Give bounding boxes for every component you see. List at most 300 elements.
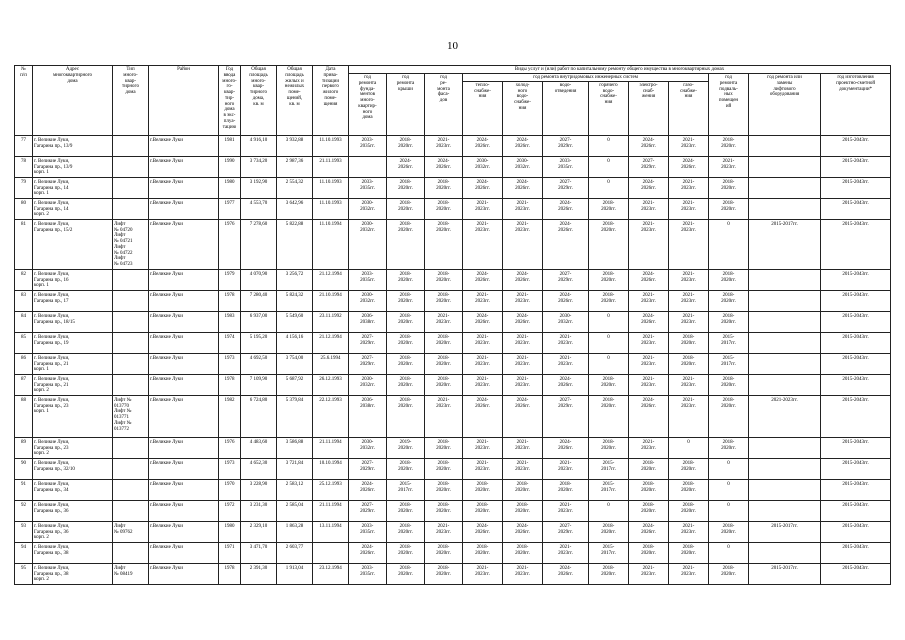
cell-district: г.Великие Луки [149, 219, 219, 269]
cell-total-area: 4 070,90 [241, 269, 277, 290]
cell-address: г. Великие Луки, Гагарина пр., 13/9 [33, 135, 113, 156]
cell-electricity: 2024- 2026гг. [629, 177, 669, 198]
cell-design-docs: 2015-2043гг. [821, 395, 891, 437]
cell-privatization: 26.12.1993 [313, 374, 349, 395]
table-row [15, 332, 891, 353]
cell-facade: 2021- 2023гг. [425, 135, 463, 156]
cell-hot-water: 2018- 2020гг. [589, 563, 629, 584]
cell-roof: 2018- 2020гг. [387, 290, 425, 311]
cell-heat: 2021- 2023гг. [463, 219, 503, 269]
cell-district: г.Великие Луки [149, 521, 219, 542]
cell-residential-area: 4 156,16 [277, 332, 313, 353]
cell-privatization: 13.11.1994 [313, 521, 349, 542]
cell-roof: 2018- 2020гг. [387, 269, 425, 290]
cell-roof: 2018- 2020гг. [387, 542, 425, 563]
cell-heat: 2021- 2023гг. [463, 458, 503, 479]
cell-sewerage: 2030- 2032гг. [543, 311, 589, 332]
cell-design-docs: 2015-2043гг. [821, 521, 891, 542]
table-row [15, 177, 891, 198]
table-row [15, 290, 891, 311]
cell-design-docs: 2015-2043гг. [821, 332, 891, 353]
cell-year: 1980 [219, 177, 241, 198]
cell-year: 1979 [219, 269, 241, 290]
cell-gas: 2021- 2023гг. [669, 269, 709, 290]
cell-type: Лифт № 04720 Лифт № 04721 Лифт № 04722 Лифт № 04723 [113, 219, 149, 269]
cell-heat: 2030- 2032гг. [463, 156, 503, 177]
cell-residential-area: 3 754,00 [277, 353, 313, 374]
cell-total-area: 3 228,90 [241, 479, 277, 500]
cell-foundation: 2033- 2035гг. [349, 269, 387, 290]
cell-privatization: 21.11.1993 [313, 156, 349, 177]
header-district: Район [149, 66, 219, 136]
table-row [15, 219, 891, 269]
cell-facade: 2018- 2020гг. [425, 353, 463, 374]
cell-design-docs: 2015-2043гг. [821, 374, 891, 395]
cell-electricity: 2018- 2020гг. [629, 542, 669, 563]
cell-facade: 2018- 2020гг. [425, 177, 463, 198]
cell-facade: 2018- 2020гг. [425, 332, 463, 353]
cell-sewerage: 2024- 2026гг. [543, 219, 589, 269]
cell-type [113, 479, 149, 500]
cell-foundation: 2030- 2032гг. [349, 374, 387, 395]
cell-sewerage: 2021- 2023гг. [543, 353, 589, 374]
cell-elevator [749, 135, 821, 156]
header-elevator: год ремонта или замены лифтового оборудования [749, 74, 821, 136]
cell-gas: 2021- 2023гг. [669, 177, 709, 198]
cell-type [113, 332, 149, 353]
cell-design-docs: 2015-2043гг. [821, 156, 891, 177]
cell-facade: 2018- 2020гг. [425, 500, 463, 521]
cell-roof: 2018- 2020гг. [387, 198, 425, 219]
cell-address: г. Великие Луки, Гагарина пр., 36 корп. 2 [33, 521, 113, 542]
cell-total-area: 3 471,70 [241, 542, 277, 563]
cell-type [113, 290, 149, 311]
cell-sewerage: 2027- 2029гг. [543, 521, 589, 542]
cell-address: г. Великие Луки, Гагарина пр., 36 [33, 500, 113, 521]
cell-elevator: 2015-2017гг. [749, 521, 821, 542]
cell-type: Лифт № 09762 [113, 521, 149, 542]
table-body [15, 135, 891, 584]
cell-cold-water: 2030- 2032гг. [503, 156, 543, 177]
cell-electricity: 2021- 2023гг. [629, 374, 669, 395]
cell-heat: 2018- 2020гг. [463, 479, 503, 500]
cell-district: г.Великие Луки [149, 156, 219, 177]
cell-foundation: 2024- 2026гг. [349, 542, 387, 563]
cell-roof: 2015- 2017гг. [387, 479, 425, 500]
cell-gas: 2018- 2020гг. [669, 353, 709, 374]
cell-no: 90 [15, 458, 33, 479]
cell-design-docs: 2015-2043гг. [821, 135, 891, 156]
cell-electricity: 2021- 2023гг. [629, 290, 669, 311]
cell-hot-water: 2018- 2020гг. [589, 437, 629, 458]
cell-year: 1971 [219, 542, 241, 563]
cell-no: 95 [15, 563, 33, 584]
cell-no: 77 [15, 135, 33, 156]
header-residential-area: Общая площадь жилых и нежилых поме- щений, кв. м [277, 66, 313, 136]
header-address: Адрес многоквартирного дома [33, 66, 113, 136]
cell-no: 94 [15, 542, 33, 563]
cell-elevator [749, 290, 821, 311]
cell-district: г.Великие Луки [149, 332, 219, 353]
cell-heat: 2021- 2023гг. [463, 290, 503, 311]
cell-sewerage: 2024- 2026гг. [543, 198, 589, 219]
cell-total-area: 3 192,90 [241, 177, 277, 198]
cell-basement: 2018- 2020гг. [709, 311, 749, 332]
header-no: № п/п [15, 66, 33, 136]
cell-foundation: 2033- 2035гг. [349, 135, 387, 156]
cell-sewerage: 2021- 2023гг. [543, 332, 589, 353]
cell-hot-water: 2018- 2020гг. [589, 395, 629, 437]
cell-cold-water: 2024- 2026гг. [503, 177, 543, 198]
cell-electricity: 2018- 2020гг. [629, 500, 669, 521]
header-facade: год ре- монта фаса- дов [425, 74, 463, 136]
table-row [15, 437, 891, 458]
cell-foundation: 2027- 2029гг. [349, 353, 387, 374]
cell-cold-water: 2021- 2023гг. [503, 437, 543, 458]
cell-address: г. Великие Луки, Гагарина пр., 13/9 корп. 1 [33, 156, 113, 177]
table-row [15, 563, 891, 584]
cell-heat: 2024- 2026гг. [463, 177, 503, 198]
cell-roof: 2018- 2020гг. [387, 458, 425, 479]
cell-heat: 2024- 2026гг. [463, 311, 503, 332]
cell-year: 1970 [219, 479, 241, 500]
cell-no: 80 [15, 198, 33, 219]
cell-year: 1973 [219, 353, 241, 374]
header-year: Год ввода много- го- квар- тир- ного дома в экс- плуа- тацию [219, 66, 241, 136]
cell-sewerage: 2021- 2023гг. [543, 500, 589, 521]
cell-address: г. Великие Луки, Гагарина пр., 23 корп. 1 [33, 395, 113, 437]
header-privatization: Дата прива- тизации первого жилого поме- щения [313, 66, 349, 136]
cell-no: 88 [15, 395, 33, 437]
cell-no: 87 [15, 374, 33, 395]
cell-basement: 0 [709, 458, 749, 479]
cell-total-area: 4 916,10 [241, 135, 277, 156]
cell-heat: 2021- 2023гг. [463, 563, 503, 584]
cell-sewerage: 2027- 2029гг. [543, 269, 589, 290]
cell-facade: 2021- 2023гг. [425, 311, 463, 332]
cell-basement: 0 [709, 500, 749, 521]
cell-district: г.Великие Луки [149, 500, 219, 521]
cell-gas: 2021- 2023гг. [669, 395, 709, 437]
cell-district: г.Великие Луки [149, 563, 219, 584]
cell-no: 84 [15, 311, 33, 332]
cell-residential-area: 1 913,04 [277, 563, 313, 584]
cell-district: г.Великие Луки [149, 353, 219, 374]
header-foundation: год ремонта фунда- ментов много- квартир- ного дома [349, 74, 387, 136]
cell-type [113, 437, 149, 458]
cell-facade: 2018- 2020гг. [425, 437, 463, 458]
cell-gas: 2018- 2020гг. [669, 479, 709, 500]
cell-elevator: 2015-2017гг. [749, 219, 821, 269]
cell-year: 1977 [219, 198, 241, 219]
cell-cold-water: 2021- 2023гг. [503, 198, 543, 219]
cell-roof: 2018- 2020гг. [387, 500, 425, 521]
cell-hot-water: 2018- 2020гг. [589, 269, 629, 290]
cell-year: 1976 [219, 437, 241, 458]
cell-roof: 2018- 2020гг. [387, 353, 425, 374]
header-roof: год ремонта крыши [387, 74, 425, 136]
cell-no: 92 [15, 500, 33, 521]
cell-heat: 2018- 2020гг. [463, 542, 503, 563]
cell-basement: 2018- 2020гг. [709, 269, 749, 290]
cell-year: 1978 [219, 290, 241, 311]
cell-roof: 2018- 2020гг. [387, 177, 425, 198]
cell-cold-water: 2021- 2023гг. [503, 563, 543, 584]
cell-address: г. Великие Луки, Гагарина пр., 23 корп. 2 [33, 437, 113, 458]
cell-cold-water: 2018- 2020гг. [503, 479, 543, 500]
cell-year: 1982 [219, 395, 241, 437]
cell-residential-area: 5 687,92 [277, 374, 313, 395]
cell-residential-area: 2 554,32 [277, 177, 313, 198]
cell-elevator [749, 332, 821, 353]
table-row [15, 198, 891, 219]
header-systems-group: год ремонта внутридомовых инженерных систем [463, 74, 709, 82]
cell-roof: 2018- 2020гг. [387, 395, 425, 437]
cell-electricity: 2021- 2023гг. [629, 353, 669, 374]
cell-cold-water: 2021- 2023гг. [503, 458, 543, 479]
cell-design-docs: 2015-2043гг. [821, 542, 891, 563]
cell-foundation: 2030- 2032гг. [349, 290, 387, 311]
cell-total-area: 6 937,00 [241, 311, 277, 332]
cell-district: г.Великие Луки [149, 269, 219, 290]
cell-sewerage: 2024- 2026гг. [543, 374, 589, 395]
cell-roof: 2018- 2020гг. [387, 521, 425, 542]
cell-gas: 0 [669, 437, 709, 458]
cell-sewerage: 2027- 2029гг. [543, 177, 589, 198]
cell-foundation: 2036- 2038гг. [349, 311, 387, 332]
cell-elevator [749, 458, 821, 479]
cell-no: 85 [15, 332, 33, 353]
cell-total-area: 3 734,20 [241, 156, 277, 177]
cell-type [113, 177, 149, 198]
cell-gas: 2018- 2020гг. [669, 458, 709, 479]
cell-design-docs: 2015-2043гг. [821, 479, 891, 500]
cell-design-docs: 2015-2043гг. [821, 458, 891, 479]
cell-basement: 2018- 2020гг. [709, 395, 749, 437]
cell-facade: 2021- 2023гг. [425, 395, 463, 437]
cell-design-docs: 2015-2043гг. [821, 437, 891, 458]
cell-foundation: 2036- 2038гг. [349, 395, 387, 437]
cell-hot-water: 0 [589, 177, 629, 198]
page-number: 10 [447, 40, 458, 52]
cell-total-area: 7 278,60 [241, 219, 277, 269]
cell-year: 1980 [219, 521, 241, 542]
cell-address: г. Великие Луки, Гагарина пр., 14 корп. 1 [33, 177, 113, 198]
cell-heat: 2018- 2020гг. [463, 500, 503, 521]
cell-address: г. Великие Луки, Гагарина пр., 21 корп. 1 [33, 353, 113, 374]
cell-design-docs: 2015-2043гг. [821, 219, 891, 269]
cell-privatization: 11.10.1993 [313, 198, 349, 219]
cell-roof: 2018- 2020гг. [387, 563, 425, 584]
cell-hot-water: 0 [589, 500, 629, 521]
cell-residential-area: 5 379,84 [277, 395, 313, 437]
cell-basement: 2018- 2020гг. [709, 374, 749, 395]
cell-type: Лифт № 08419 [113, 563, 149, 584]
cell-total-area: 6 724,80 [241, 395, 277, 437]
cell-elevator [749, 156, 821, 177]
cell-heat: 2021- 2023гг. [463, 437, 503, 458]
cell-district: г.Великие Луки [149, 198, 219, 219]
cell-gas: 2021- 2023гг. [669, 135, 709, 156]
cell-design-docs: 2015-2043гг. [821, 563, 891, 584]
cell-heat: 2024- 2026гг. [463, 269, 503, 290]
cell-gas: 2021- 2023гг. [669, 311, 709, 332]
header-hot-water: горячего водо- снабже- ния [589, 81, 629, 135]
header-gas: газо- снабже- ния [669, 81, 709, 135]
cell-address: г. Великие Луки, Гагарина пр., 18/15 [33, 311, 113, 332]
cell-residential-area: 2 987,36 [277, 156, 313, 177]
table-row [15, 353, 891, 374]
cell-hot-water: 0 [589, 135, 629, 156]
cell-privatization: 22.12.1993 [313, 395, 349, 437]
cell-basement: 2015- 2017гг. [709, 353, 749, 374]
table-row [15, 135, 891, 156]
cell-hot-water: 2018- 2020гг. [589, 521, 629, 542]
cell-address: г. Великие Луки, Гагарина пр., 14 корп. 2 [33, 198, 113, 219]
cell-basement: 2018- 2020гг. [709, 563, 749, 584]
cell-privatization: 23.12.1994 [313, 563, 349, 584]
cell-district: г.Великие Луки [149, 437, 219, 458]
cell-heat: 2024- 2026гг. [463, 135, 503, 156]
cell-district: г.Великие Луки [149, 177, 219, 198]
cell-foundation: 2027- 2029гг. [349, 500, 387, 521]
cell-total-area: 2 329,10 [241, 521, 277, 542]
cell-roof: 2018- 2020гг. [387, 135, 425, 156]
cell-district: г.Великие Луки [149, 311, 219, 332]
cell-address: г. Великие Луки, Гагарина пр., 15/2 [33, 219, 113, 269]
cell-address: г. Великие Луки, Гагарина пр., 34 [33, 479, 113, 500]
cell-cold-water: 2021- 2023гг. [503, 290, 543, 311]
cell-electricity: 2024- 2026гг. [629, 311, 669, 332]
cell-heat: 2021- 2023гг. [463, 198, 503, 219]
cell-basement: 0 [709, 479, 749, 500]
cell-electricity: 2021- 2023гг. [629, 437, 669, 458]
cell-facade: 2018- 2020гг. [425, 374, 463, 395]
cell-electricity: 2018- 2020гг. [629, 479, 669, 500]
cell-privatization: 11.10.1993 [313, 135, 349, 156]
cell-facade: 2024- 2026гг. [425, 156, 463, 177]
cell-residential-area: 2 603,77 [277, 542, 313, 563]
cell-hot-water: 2018- 2020гг. [589, 219, 629, 269]
cell-cold-water: 2024- 2026гг. [503, 395, 543, 437]
cell-total-area: 5 195,20 [241, 332, 277, 353]
cell-no: 79 [15, 177, 33, 198]
cell-total-area: 7 109,90 [241, 374, 277, 395]
cell-district: г.Великие Луки [149, 374, 219, 395]
cell-type [113, 269, 149, 290]
cell-residential-area: 3 932,88 [277, 135, 313, 156]
cell-elevator [749, 500, 821, 521]
header-total-area: Общая площадь много- квар- тирного дома, кв. м [241, 66, 277, 136]
cell-roof: 2024- 2026гг. [387, 156, 425, 177]
table-row [15, 521, 891, 542]
cell-cold-water: 2021- 2023гг. [503, 332, 543, 353]
cell-privatization: 25.6.1994 [313, 353, 349, 374]
cell-sewerage: 2021- 2023гг. [543, 542, 589, 563]
cell-type [113, 500, 149, 521]
cell-hot-water: 0 [589, 332, 629, 353]
cell-foundation: 2033- 2035гг. [349, 521, 387, 542]
cell-cold-water: 2018- 2020гг. [503, 542, 543, 563]
cell-district: г.Великие Луки [149, 479, 219, 500]
cell-facade: 2018- 2020гг. [425, 198, 463, 219]
cell-year: 1990 [219, 156, 241, 177]
table-row [15, 458, 891, 479]
cell-type: Лифт № 013770 Лифт № 013771 Лифт № 013772 [113, 395, 149, 437]
cell-sewerage: 2024- 2026гг. [543, 290, 589, 311]
cell-sewerage: 2024- 2026гг. [543, 563, 589, 584]
cell-hot-water: 2015- 2017гг. [589, 458, 629, 479]
header-heat: тепло- снабже- ния [463, 81, 503, 135]
cell-roof: 2018- 2020гг. [387, 374, 425, 395]
cell-type [113, 353, 149, 374]
header-design-docs: год изготовления проектно-сметной документации* [821, 74, 891, 136]
cell-sewerage: 2033- 2035гг. [543, 156, 589, 177]
cell-heat: 2021- 2023гг. [463, 374, 503, 395]
cell-hot-water: 2015- 2017гг. [589, 479, 629, 500]
cell-privatization: 11.10.1994 [313, 219, 349, 269]
cell-foundation: 2033- 2035гг. [349, 177, 387, 198]
cell-district: г.Великие Луки [149, 458, 219, 479]
cell-design-docs: 2015-2043гг. [821, 311, 891, 332]
cell-cold-water: 2024- 2026гг. [503, 269, 543, 290]
cell-sewerage: 2018- 2020гг. [543, 479, 589, 500]
cell-cold-water: 2021- 2023гг. [503, 353, 543, 374]
cell-electricity: 2024- 2026гг. [629, 395, 669, 437]
cell-electricity: 2021- 2023гг. [629, 332, 669, 353]
cell-residential-area: 2 583,12 [277, 479, 313, 500]
cell-cold-water: 2018- 2020гг. [503, 500, 543, 521]
cell-electricity: 2021- 2023гг. [629, 563, 669, 584]
cell-year: 1981 [219, 135, 241, 156]
cell-facade: 2021- 2023гг. [425, 521, 463, 542]
cell-district: г.Великие Луки [149, 135, 219, 156]
cell-district: г.Великие Луки [149, 290, 219, 311]
cell-basement: 2018- 2020гг. [709, 437, 749, 458]
cell-basement: 2018- 2020гг. [709, 135, 749, 156]
cell-privatization: 21.12.1994 [313, 269, 349, 290]
cell-sewerage: 2027- 2029гг. [543, 135, 589, 156]
cell-basement: 0 [709, 219, 749, 269]
table-row [15, 542, 891, 563]
cell-year: 1978 [219, 563, 241, 584]
cell-elevator [749, 542, 821, 563]
cell-residential-area: 3 256,72 [277, 269, 313, 290]
cell-total-area: 7 280,40 [241, 290, 277, 311]
cell-electricity: 2018- 2020гг. [629, 458, 669, 479]
cell-total-area: 4 692,50 [241, 353, 277, 374]
table-row [15, 269, 891, 290]
cell-electricity: 2024- 2026гг. [629, 135, 669, 156]
cell-address: г. Великие Луки, Гагарина пр., 21 корп. 2 [33, 374, 113, 395]
cell-year: 1978 [219, 374, 241, 395]
cell-type [113, 156, 149, 177]
cell-total-area: 3 231,30 [241, 500, 277, 521]
cell-basement: 2018- 2020гг. [709, 177, 749, 198]
cell-year: 1983 [219, 311, 241, 332]
cell-foundation [349, 156, 387, 177]
cell-design-docs: 2015-2043гг. [821, 500, 891, 521]
cell-privatization: 23.11.1992 [313, 311, 349, 332]
cell-design-docs: 2015-2043гг. [821, 290, 891, 311]
header-basement: год ремонта подваль- ных помещен ий [709, 74, 749, 136]
cell-no: 81 [15, 219, 33, 269]
cell-foundation: 2027- 2029гг. [349, 332, 387, 353]
cell-heat: 2021- 2023гг. [463, 332, 503, 353]
cell-roof: 2018- 2020гг. [387, 311, 425, 332]
table-row [15, 311, 891, 332]
cell-design-docs: 2015-2043гг. [821, 198, 891, 219]
